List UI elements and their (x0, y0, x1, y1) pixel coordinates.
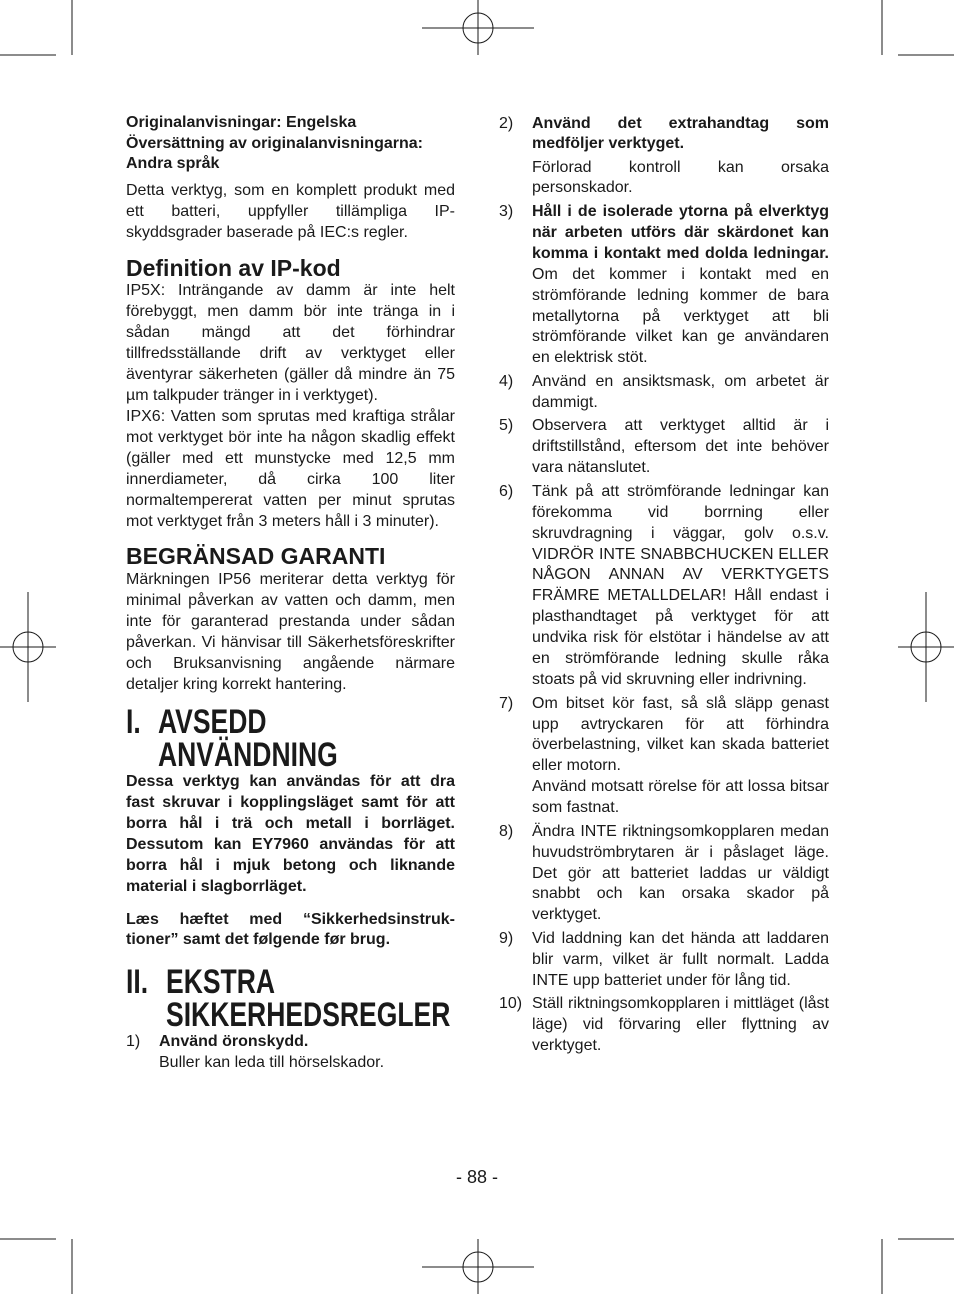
section-numeral: II. (126, 963, 149, 1002)
registration-mark-left (0, 592, 56, 702)
rule-text: Ställ riktningsomkopplaren i mittläget (låst läge) vid förvaring eller flyttning av verktyget. (532, 995, 829, 1055)
rule-text: Använd en ansiktsmask, om arbetet är dammigt. (532, 372, 829, 411)
source-note-line: Originalanvisningar: Engelska (126, 114, 357, 131)
rule-text: Förlorad kontroll kan orsaka personskador. (532, 158, 829, 197)
page-number: - 88 - (455, 1167, 498, 1187)
rule-text: Tänk på att strömförande ledningar kan förekomma vid borrning eller skruvdragning i väggar, golv o.s.v. VIDRÖR INTE SNABBCHUCKEN ELLER NÅGON ANNAN AV VERKTYGETS FRÄMRE METALLDELAR! Håll endast i plasthandtaget på verktyget för att undvika risk för elstötar i händelse av att en strömförande ledning skulle råka stoats på vid skruvning eller indrivning. (532, 482, 829, 688)
section-title-line: EKSTRA (166, 963, 276, 1002)
rule-text: Buller kan leda till hörselskador. (159, 1054, 385, 1072)
rule-body (532, 694, 829, 819)
rule-text: Ändra INTE riktningsomkopplaren medan huvudströmbrytaren är i påslaget läge. Det gör att batteriet laddas ur väldigt snabbt och kan orsaka skador på verktyget. (532, 822, 829, 924)
ip5x-paragraph: IP5X: Inträngande av damm är inte helt förebyggt, men damm bör inte tränga in i sådan mängd att det förhindrar tillfredsställande drift av verktyget eller äventyrar säkerheten (gäller då mindre än 75 µm talkpuder tränger in i verktyget). (126, 282, 455, 404)
section-title-line: AVSEDD (158, 703, 267, 742)
rule-number: 8) (499, 822, 514, 840)
rule-number: 2) (499, 114, 514, 132)
safety-rule (499, 372, 829, 414)
rule-number: 5) (499, 417, 514, 435)
registration-mark-right (898, 592, 954, 702)
rule-body (532, 994, 829, 1057)
corner-crop-mark-bottom-right (882, 1239, 954, 1294)
safety-rule (499, 482, 829, 691)
safety-rule (499, 416, 829, 479)
section-title (166, 963, 531, 1035)
safety-rule (499, 994, 829, 1057)
rule-text: Använd motsatt rörelse för att lossa bitsar som fastnat. (532, 778, 829, 817)
intended-use-paragraph: Dessa verktyg kan användas för att dra fast skruvar i kopplingsläget samt för att borra hål i trä och metall i borrläget. Dessutom kan EY7960 användas för att borra hål i mjuk betong och liknande material i slagborrläget. (126, 773, 455, 895)
corner-crop-mark-top-right (882, 0, 954, 55)
rule-emphasis-text: Använd det extrahandtag som medföljer verktyget. (532, 114, 829, 153)
rule-text: Vid laddning kan det hända att laddaren blir varm, vilket är fullt normalt. Ladda INTE upp batteriet under för lång tid. (532, 929, 829, 989)
rule-number: 6) (499, 482, 514, 500)
rule-text: Om bitset kör fast, så slå släpp genast upp avtryckaren för att förhindra överbelastning, vilket kan skada batteriet eller motorn. (532, 694, 829, 775)
section-numeral: I. (126, 703, 141, 742)
safety-rule (499, 694, 829, 819)
rule-number: 3) (499, 203, 514, 220)
rule-detail: Om det kommer i kontakt med en strömförande ledning kommer de bara metallytorna på verktyget att bli strömförande vilket kan ge användaren en elektrisk stöt. (532, 265, 829, 367)
intro-paragraph: Detta verktyg, som en komplett produkt med ett batteri, uppfyller tillämpliga IP-skyddsgrader baserade på IEC:s regler. (126, 182, 455, 242)
registration-mark-top (422, 0, 534, 55)
intended-use-heading (126, 703, 455, 775)
section-title-line: SIKKERHEDSREGLER (166, 996, 451, 1035)
rule-body (159, 1032, 455, 1074)
rule-text (532, 202, 829, 369)
ip-code-heading: Definition av IP-kod (126, 254, 341, 281)
section-title (158, 703, 455, 775)
rule-emphasis (532, 114, 829, 156)
section-title-line: ANVÄNDNING (158, 736, 338, 775)
source-note-line: Andra språk (126, 155, 220, 173)
rule-number: 4) (499, 372, 514, 390)
rule-body (532, 929, 829, 992)
right-column (499, 114, 829, 1058)
safety-rule (499, 114, 829, 200)
rule-body (532, 416, 829, 479)
safety-rule (499, 202, 829, 369)
safety-rule (499, 822, 829, 927)
limited-warranty-heading: BEGRÄNSAD GARANTI (126, 542, 386, 569)
safety-rule (499, 929, 829, 992)
registration-mark-bottom (422, 1239, 534, 1294)
source-note-line: Översättning av originalanvisningarna: (126, 134, 423, 152)
rule-number: 9) (499, 929, 514, 947)
extra-safety-heading (126, 963, 455, 1035)
rule-emphasis-text: Använd öronskydd. (159, 1033, 309, 1051)
rule-emphasis (159, 1032, 455, 1053)
rule-body (532, 114, 829, 200)
limited-warranty-paragraph: Märkningen IP56 meriterar detta verktyg för minimal påverkan av vatten och damm, men inte för garanterad prestanda under sådan påverkan. Vi hänvisar till Säkerhetsföreskrifter och Bruksanvisning angående närmare detaljer kring korrekt hantering. (126, 571, 455, 693)
source-language-note (126, 113, 455, 175)
read-instructions-notice: Læs hæftet med “Sikkerhedsinstruk-tioner” samt det følgende før brug. (126, 910, 455, 949)
rule-emphasis-text: Håll i de isolerade ytorna på elverktyg när arbeten utförs där skärdonet kan komma i kontakt med dolda ledningar. (532, 203, 829, 262)
corner-crop-mark-bottom-left (0, 1239, 72, 1294)
rule-number: 10) (499, 995, 523, 1013)
rule-body (532, 482, 829, 691)
corner-crop-mark-top-left (0, 0, 72, 55)
ipx6-paragraph: IPX6: Vatten som sprutas med kraftiga strålar mot verktyget bör inte ha någon skadlig effekt (gäller med ett munstycke med 12,5 mm innerdiameter, då cirka 100 liter normaltempererat vatten per minut sprutas mot verktyget från 3 meters håll i 3 minuter). (126, 408, 455, 530)
rule-body (532, 202, 829, 369)
left-column (126, 113, 455, 1074)
rule-body (532, 822, 829, 927)
rule-number: 1) (126, 1033, 141, 1051)
rule-text: Observera att verktyget alltid är i driftstillstånd, eftersom det inte behöver vara nätanslutet. (532, 417, 829, 477)
rule-number: 7) (499, 694, 514, 712)
safety-rule (126, 1032, 455, 1074)
rule-body (532, 372, 829, 414)
